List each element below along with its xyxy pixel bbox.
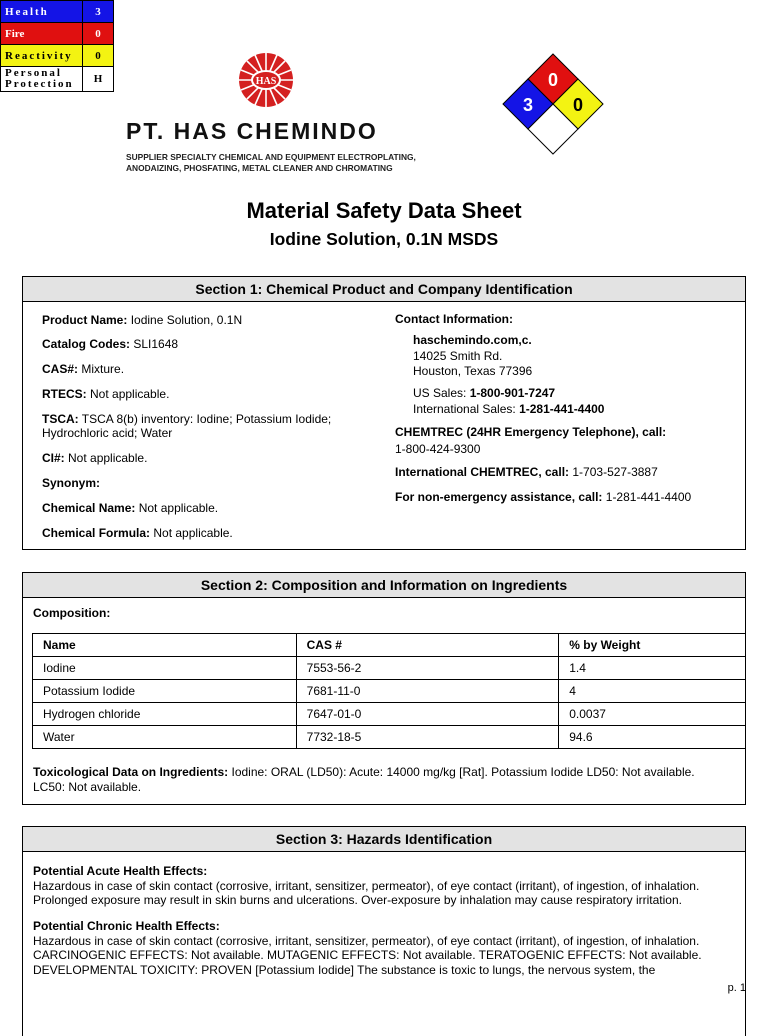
document-subtitle: Iodine Solution, 0.1N MSDS [269,229,499,249]
table-cell: Water [33,726,297,749]
table-row [33,657,746,680]
section-2-heading: Section 2: Composition and Information on Ingredients [23,573,745,598]
hmis-reactivity-label: Reactivity [1,45,83,67]
ci-number: CI#: Not applicable. [42,451,148,465]
table-header-row [33,634,746,657]
table-cell: 7681-11-0 [296,680,559,703]
company-web: haschemindo.com,c. [413,333,532,347]
table-cell: 7553-56-2 [296,657,559,680]
hmis-health-value: 3 [83,1,114,23]
chemtrec-label: CHEMTREC (24HR Emergency Telephone), call: [395,425,667,439]
table-cell: 7647-01-0 [296,703,559,726]
hmis-fire-value: 0 [83,23,114,45]
table-cell: Iodine [33,657,297,680]
toxicological-data: Toxicological Data on Ingredients: Iodine: ORAL (LD50): Acute: 14000 mg/kg [Rat]. Potassium Iodide LD50: Not available. LC50: Not available. [33,765,695,794]
hmis-reactivity-value: 0 [83,45,114,67]
table-cell: 0.0037 [559,703,746,726]
chemical-formula: Chemical Formula: Not applicable. [42,526,233,540]
nfpa-reactivity: 0 [572,95,584,115]
composition-label: Composition: [33,606,111,620]
table-cell: Hydrogen chloride [33,703,297,726]
column-header: % by Weight [559,634,746,657]
column-header: CAS # [296,634,559,657]
address-line-2: Houston, Texas 77396 [413,364,533,378]
acute-effects: Potential Acute Health Effects: Hazardous in case of skin contact (corrosive, irritant, sensitizer, permeator), of eye contact (irritant), of ingestion, of inhalation. Prolonged exposure may result in skin burns and ulcerations. Over-exposure by inhalation may cause respiratory irritation. [33,864,700,908]
intl-sales: International Sales: 1-281-441-4400 [413,402,605,416]
chronic-effects: Potential Chronic Health Effects: Hazardous in case of skin contact (corrosive, irritant, sensitizer, permeator), of eye contact (irritant), of ingestion, of inhalation. CARCINOGENIC EFFECTS: Not available. MUTAGENIC EFFECTS: Not available. TERATOGENIC EFFECTS: Not available. DEVELOPMENTAL TOXICITY: PROVEN [Potassium Iodide] The substance is toxic to lungs, the nervous system, the [33,919,702,977]
hmis-pp-label: Personal Protection [1,67,83,92]
company-tagline: SUPPLIER SPECIALTY CHEMICAL AND EQUIPMENT ELECTROPLATING, ANODAIZING, PHOSFATING, METAL CLEANER AND CHROMATING [126,152,416,173]
table-cell: Potassium Iodide [33,680,297,703]
rtecs: RTECS: Not applicable. [42,387,170,401]
page-number: p. 1 [727,982,746,994]
address-line-1: 14025 Smith Rd. [413,349,503,363]
tsca: TSCA: TSCA 8(b) inventory: Iodine; Potassium Iodide; Hydrochloric acid; Water [42,412,332,440]
chemical-name: Chemical Name: Not applicable. [42,501,219,515]
intl-chemtrec: International CHEMTREC, call: 1-703-527-3887 [395,465,658,479]
hmis-fire-label: Fire [1,23,83,45]
composition-table [32,633,746,749]
table-row [33,703,746,726]
svg-text:HAS: HAS [255,76,277,87]
synonym: Synonym: [42,476,101,490]
nfpa-health: 3 [522,95,534,115]
cas-number: CAS#: Mixture. [42,362,125,376]
chemtrec-phone: 1-800-424-9300 [395,442,481,456]
catalog-codes: Catalog Codes: SLI1648 [42,337,179,351]
document-title: Material Safety Data Sheet [246,198,522,223]
company-name: PT. HAS CHEMINDO [126,118,378,144]
table-row [33,680,746,703]
table-row [33,726,746,749]
table-cell: 94.6 [559,726,746,749]
section-1-heading: Section 1: Chemical Product and Company Identification [23,277,745,302]
table-cell: 7732-18-5 [296,726,559,749]
column-header: Name [33,634,297,657]
company-seal-icon [237,50,295,114]
us-sales: US Sales: 1-800-901-7247 [413,386,556,400]
nfpa-fire: 0 [547,70,559,90]
table-cell: 4 [559,680,746,703]
nfpa-diamond [500,52,606,162]
hmis-pp-value: H [83,67,114,92]
hmis-health-label: Health [1,1,83,23]
non-emergency: For non-emergency assistance, call: 1-281-441-4400 [395,490,692,504]
contact-label: Contact Information: [395,312,513,326]
table-cell: 1.4 [559,657,746,680]
product-name: Product Name: Iodine Solution, 0.1N [42,313,243,327]
section-3-heading: Section 3: Hazards Identification [23,827,745,852]
